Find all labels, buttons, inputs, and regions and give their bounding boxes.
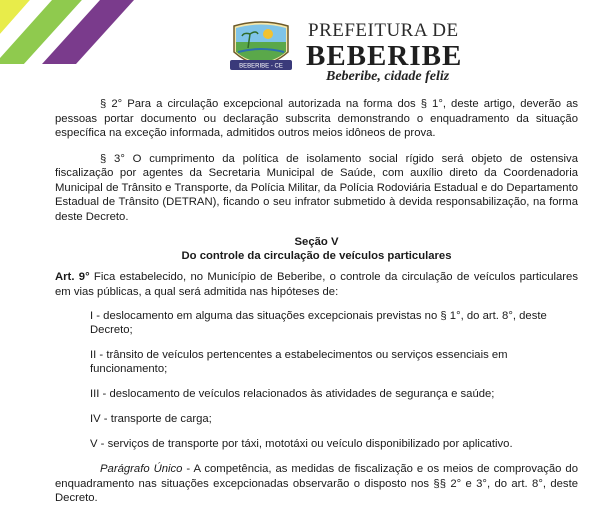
paragraph-3: § 3° O cumprimento da política de isolamento social rígido será objeto de ostensiva fiscalização por agentes da Secretaria Municipal de Saúde, com auxílio direto da Coordenadoria Municipal de Trânsito e Transporte, da Polícia Militar, da Polícia Rodoviária Estadual e do Departamento Estadual de Trânsito (DETRAN), ficando o seu infrator submetido à devida responsabilização, na forma deste Decreto.	[55, 152, 578, 223]
header-slogan: Beberibe, cidade feliz	[326, 69, 450, 84]
list-item: V - serviços de transporte por táxi, mototáxi ou veículo disponibilizado por aplicativo.	[90, 438, 513, 450]
document-body	[55, 97, 578, 506]
letterhead	[222, 6, 463, 86]
article-9	[55, 270, 578, 299]
article-9-text: Fica estabelecido, no Município de Beberibe, o controle da circulação de veículos particulares em vias públicas, a qual será admitida nas hipóteses de:	[55, 271, 578, 298]
list-item: II - trânsito de veículos pertencentes a estabelecimentos ou serviços essenciais em funcionamento;	[90, 349, 508, 375]
list-item: I - deslocamento em alguma das situações excepcionais previstas no § 1°, do art. 8°, deste Decreto;	[90, 310, 547, 336]
municipal-crest-icon	[228, 16, 294, 78]
logo-ribbon-text: BEBERIBE - CE	[239, 63, 283, 70]
header-prefeitura: PREFEITURA DE	[308, 20, 459, 41]
paragrafo-unico-label: Parágrafo Único	[100, 463, 183, 475]
section-title: Do controle da circulação de veículos particulares	[181, 250, 452, 262]
section-number: Seção V	[294, 236, 339, 248]
list-item: IV - transporte de carga;	[90, 413, 212, 425]
paragrafo-unico	[55, 462, 578, 506]
paragraph-2: § 2° Para a circulação excepcional autorizada na forma dos § 1°, deste artigo, deverão as pessoas portar documento ou declaração subscrita demonstrando o enquadramento da situação específica na exceção informada, admitidos outros meios idôneos de prova.	[55, 98, 578, 139]
article-9-label: Art. 9°	[55, 271, 90, 283]
header-city-name: BEBERIBE	[306, 40, 463, 72]
list-item: III - deslocamento de veículos relacionados às atividades de segurança e saúde;	[90, 388, 495, 400]
decorative-stripes	[0, 0, 150, 64]
paragrafo-unico-text: - A competência, as medidas de fiscalização e os meios de comprovação do enquadramento nas situações excepcionadas observarão o disposto nos §§ 2° e 3°, do art. 8°, deste Decreto.	[55, 463, 578, 504]
